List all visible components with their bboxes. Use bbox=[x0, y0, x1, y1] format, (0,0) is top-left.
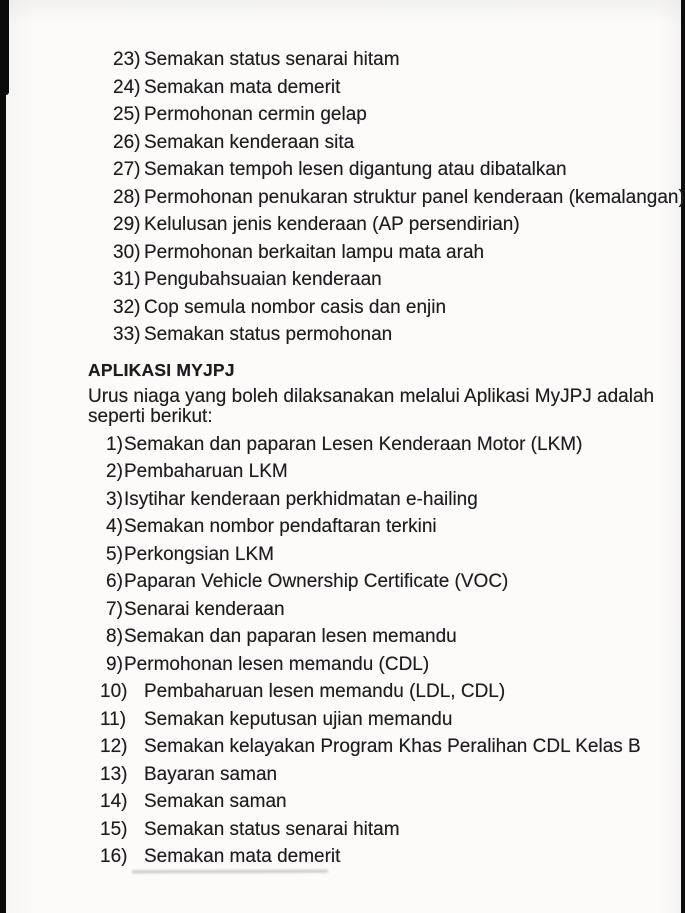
list-item-number: 3) bbox=[106, 488, 123, 510]
list-item bbox=[0, 541, 685, 569]
list-item bbox=[0, 239, 685, 267]
list-item-text: Isytihar kenderaan perkhidmatan e-hailing bbox=[124, 488, 478, 510]
list-item-number: 32) bbox=[113, 296, 141, 318]
list-item bbox=[0, 321, 685, 349]
list-item bbox=[0, 651, 685, 679]
list-item-number: 30) bbox=[113, 241, 141, 263]
list-item bbox=[0, 74, 685, 102]
list-item-number: 28) bbox=[113, 186, 141, 208]
list-item bbox=[0, 431, 685, 459]
list-item-text: Perkongsian LKM bbox=[124, 543, 274, 565]
list-item-number: 4) bbox=[106, 516, 123, 537]
list-item bbox=[0, 678, 685, 706]
list-item-text: Semakan saman bbox=[144, 791, 287, 812]
list-item bbox=[0, 568, 685, 596]
list-item-text: Pengubahsuaian kenderaan bbox=[144, 269, 382, 290]
list-item-text: Permohonan penukaran struktur panel kenderaan (kemalangan) bbox=[144, 186, 685, 208]
list-item-text: Semakan kelayakan Program Khas Peralihan CDL Kelas B bbox=[144, 736, 641, 757]
list-item-text: Kelulusan jenis kenderaan (AP persendirian) bbox=[144, 214, 520, 235]
intro-line-2: seperti berikut: bbox=[88, 406, 213, 427]
list-item bbox=[0, 843, 685, 871]
list-item bbox=[0, 816, 685, 844]
list-item bbox=[0, 184, 685, 212]
list-item-number: 6) bbox=[106, 571, 123, 592]
list-item bbox=[0, 513, 685, 541]
list-item-number: 29) bbox=[113, 214, 141, 235]
list-item-text: Semakan status permohonan bbox=[144, 324, 393, 345]
list-item-number: 33) bbox=[113, 324, 141, 345]
list-item-number: 8) bbox=[106, 626, 123, 647]
list-item-text: Permohonan berkaitan lampu mata arah bbox=[144, 241, 485, 263]
list-item-number: 5) bbox=[106, 543, 123, 565]
list-item bbox=[0, 294, 685, 322]
list-item-number: 16) bbox=[100, 846, 128, 867]
list-item-number: 24) bbox=[113, 76, 141, 98]
list-item bbox=[0, 211, 685, 239]
list-item-number: 12) bbox=[100, 736, 128, 757]
list-item-number: 23) bbox=[113, 49, 141, 70]
intro-line-1: Urus niaga yang boleh dilaksanakan melalui Aplikasi MyJPJ adalah bbox=[88, 385, 655, 407]
list-item-text: Pembaharuan LKM bbox=[124, 461, 288, 482]
list-item bbox=[0, 266, 685, 294]
list-item-number: 2) bbox=[106, 461, 123, 482]
list-item-text: Permohonan cermin gelap bbox=[144, 104, 367, 125]
list-item bbox=[0, 486, 685, 514]
list-item-number: 7) bbox=[106, 598, 123, 620]
numbered-list-myjpj-services bbox=[0, 431, 685, 871]
list-item-number: 13) bbox=[100, 763, 128, 785]
list-item-text: Semakan mata demerit bbox=[144, 76, 341, 98]
section-heading: APLIKASI MYJPJ bbox=[88, 359, 235, 380]
list-item-text: Semakan tempoh lesen digantung atau dibatalkan bbox=[144, 159, 567, 180]
page-content bbox=[0, 46, 685, 871]
intro-paragraph bbox=[88, 387, 685, 428]
list-item-text: Pembaharuan lesen memandu (LDL, CDL) bbox=[144, 681, 506, 702]
list-item bbox=[0, 458, 685, 486]
list-item-text: Semakan nombor pendaftaran terkini bbox=[124, 516, 437, 537]
list-item bbox=[0, 156, 685, 184]
list-item-text: Semakan mata demerit bbox=[144, 846, 341, 867]
list-item bbox=[0, 46, 685, 74]
list-item bbox=[0, 129, 685, 157]
list-item-number: 10) bbox=[100, 681, 128, 702]
list-item-text: Semakan status senarai hitam bbox=[144, 49, 400, 70]
list-item-number: 25) bbox=[113, 104, 141, 125]
list-item-text: Semakan kenderaan sita bbox=[144, 131, 355, 153]
list-item-number: 11) bbox=[100, 708, 127, 730]
list-item-text: Senarai kenderaan bbox=[124, 598, 285, 620]
list-item-text: Semakan status senarai hitam bbox=[144, 818, 400, 840]
list-item-number: 15) bbox=[100, 818, 128, 840]
list-item-number: 27) bbox=[113, 159, 141, 180]
list-item-text: Semakan keputusan ujian memandu bbox=[144, 708, 453, 730]
list-item bbox=[0, 761, 685, 789]
list-item-text: Semakan dan paparan Lesen Kenderaan Motor (LKM) bbox=[124, 433, 583, 455]
list-item-text: Bayaran saman bbox=[144, 763, 278, 785]
list-item bbox=[0, 788, 685, 816]
list-item-text: Permohonan lesen memandu (CDL) bbox=[124, 653, 430, 675]
list-item bbox=[0, 733, 685, 761]
numbered-list-counter-services bbox=[0, 46, 685, 349]
list-item-text: Paparan Vehicle Ownership Certificate (VOC) bbox=[124, 571, 509, 592]
list-item-number: 26) bbox=[113, 131, 141, 153]
list-item bbox=[0, 101, 685, 129]
list-item-number: 9) bbox=[106, 653, 123, 675]
list-item-text: Semakan dan paparan lesen memandu bbox=[124, 626, 457, 647]
list-item-text: Cop semula nombor casis dan enjin bbox=[144, 296, 447, 318]
list-item bbox=[0, 623, 685, 651]
list-item-number: 31) bbox=[113, 269, 141, 290]
list-item-number: 1) bbox=[106, 433, 123, 455]
list-item-number: 14) bbox=[100, 791, 128, 812]
list-item bbox=[0, 596, 685, 624]
list-item bbox=[0, 706, 685, 734]
